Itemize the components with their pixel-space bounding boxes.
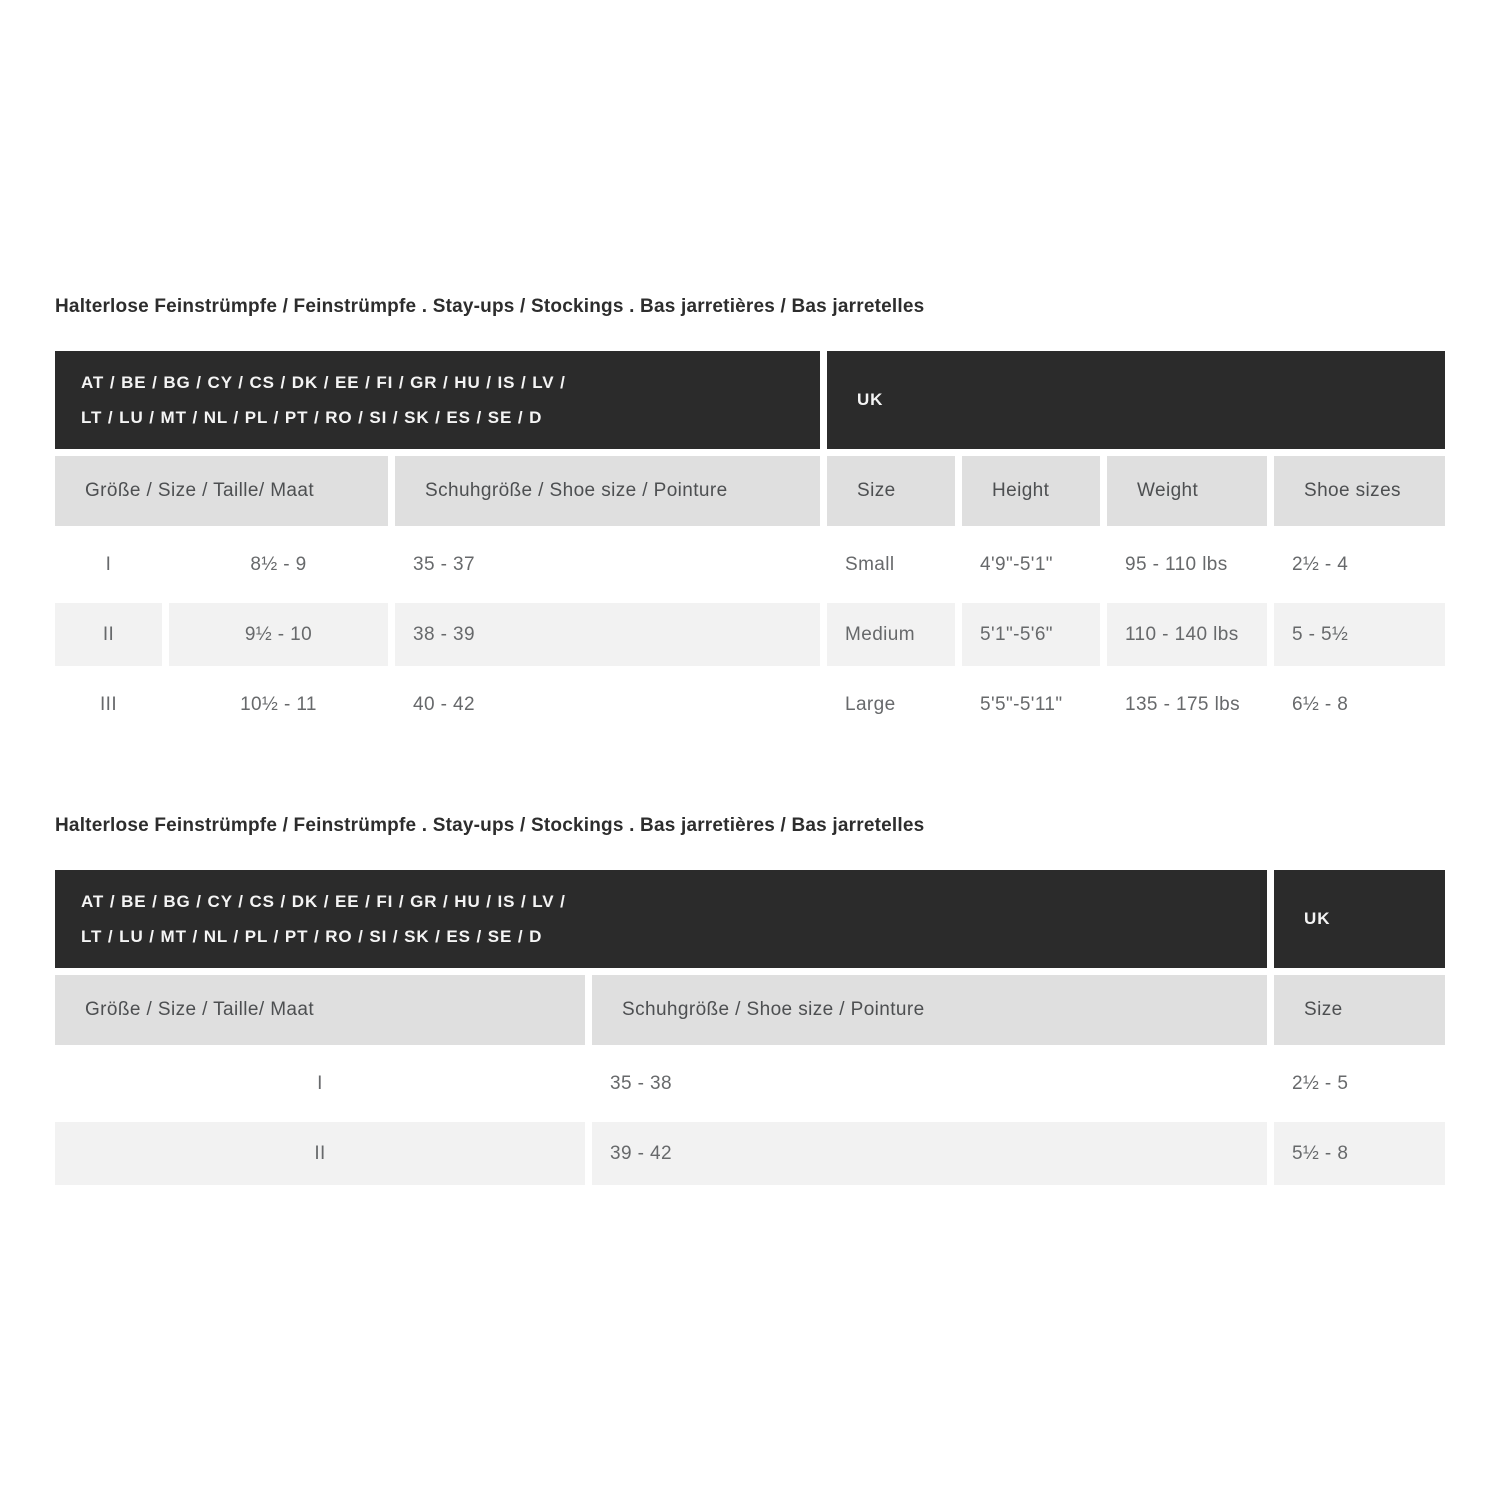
table-row	[55, 673, 1445, 736]
cell-weight: 110 - 140 lbs	[1107, 603, 1267, 666]
eu-countries-header-cell	[55, 351, 820, 449]
column-header-row	[55, 456, 1445, 526]
cell-height: 5'5"-5'11"	[980, 693, 1063, 715]
col-header-groesse: Größe / Size / Taille/ Maat	[55, 975, 585, 1045]
cell-height: 5'1"-5'6"	[962, 603, 1100, 666]
cell-size-range: 9½ - 10	[169, 603, 388, 666]
table-row	[55, 603, 1445, 666]
cell-size-range: 10½ - 11	[240, 693, 317, 715]
cell-shoe-size-uk: 2½ - 4	[1292, 553, 1349, 575]
eu-countries-line1: AT / BE / BG / CY / CS / DK / EE / FI / GR / HU / IS / LV /	[81, 892, 566, 911]
section2-title: Halterlose Feinstrümpfe / Feinstrümpfe . Stay-ups / Stockings . Bas jarretières / Bas jarretelles	[55, 815, 925, 836]
cell-groesse: III	[99, 693, 118, 715]
cell-groesse: I	[317, 1072, 323, 1094]
cell-size-range: 8½ - 9	[250, 553, 307, 575]
cell-groesse: II	[55, 603, 162, 666]
eu-countries-header-cell	[55, 870, 1267, 968]
col-header-schuhgroesse: Schuhgröße / Shoe size / Pointure	[395, 456, 820, 526]
column-header-row	[55, 975, 1445, 1045]
cell-weight: 95 - 110 lbs	[1125, 553, 1228, 575]
eu-countries-line1: AT / BE / BG / CY / CS / DK / EE / FI / GR / HU / IS / LV /	[81, 373, 566, 392]
size-table-intl-simple	[48, 863, 1452, 1192]
cell-height: 4'9"-5'1"	[980, 553, 1053, 575]
eu-countries-line2: LT / LU / MT / NL / PL / PT / RO / SI / SK / ES / SE / D	[81, 408, 543, 427]
cell-uk-size: Medium	[827, 603, 955, 666]
region-header-row	[55, 870, 1445, 968]
table-row	[55, 533, 1445, 596]
cell-uk-size: 2½ - 5	[1292, 1072, 1349, 1094]
section1-title: Halterlose Feinstrümpfe / Feinstrümpfe . Stay-ups / Stockings . Bas jarretières / Bas jarretelles	[55, 296, 925, 317]
cell-weight: 135 - 175 lbs	[1125, 693, 1241, 715]
col-header-shoe-sizes: Shoe sizes	[1274, 456, 1445, 526]
size-table-intl-detailed	[48, 344, 1452, 743]
col-header-groesse: Größe / Size / Taille/ Maat	[55, 456, 388, 526]
uk-header-cell: UK	[1274, 870, 1445, 968]
col-header-size: Size	[827, 456, 955, 526]
cell-shoe-size-eu: 35 - 38	[610, 1072, 672, 1094]
col-header-size: Size	[1274, 975, 1445, 1045]
cell-shoe-size-uk: 5 - 5½	[1274, 603, 1445, 666]
table-row	[55, 1122, 1445, 1185]
uk-header-cell: UK	[827, 351, 1445, 449]
col-header-schuhgroesse: Schuhgröße / Shoe size / Pointure	[592, 975, 1267, 1045]
cell-shoe-size-eu: 39 - 42	[592, 1122, 1267, 1185]
region-header-row	[55, 351, 1445, 449]
table-row	[55, 1052, 1445, 1115]
cell-shoe-size-eu: 38 - 39	[395, 603, 820, 666]
col-header-weight: Weight	[1107, 456, 1267, 526]
eu-countries-line2: LT / LU / MT / NL / PL / PT / RO / SI / SK / ES / SE / D	[81, 927, 543, 946]
cell-groesse: II	[55, 1122, 585, 1185]
cell-shoe-size-uk: 6½ - 8	[1292, 693, 1349, 715]
cell-uk-size: Small	[845, 553, 895, 575]
col-header-height: Height	[962, 456, 1100, 526]
cell-shoe-size-eu: 35 - 37	[413, 553, 475, 575]
cell-uk-size: Large	[845, 693, 896, 715]
cell-uk-size: 5½ - 8	[1274, 1122, 1445, 1185]
cell-groesse: I	[105, 553, 112, 575]
cell-shoe-size-eu: 40 - 42	[413, 693, 475, 715]
